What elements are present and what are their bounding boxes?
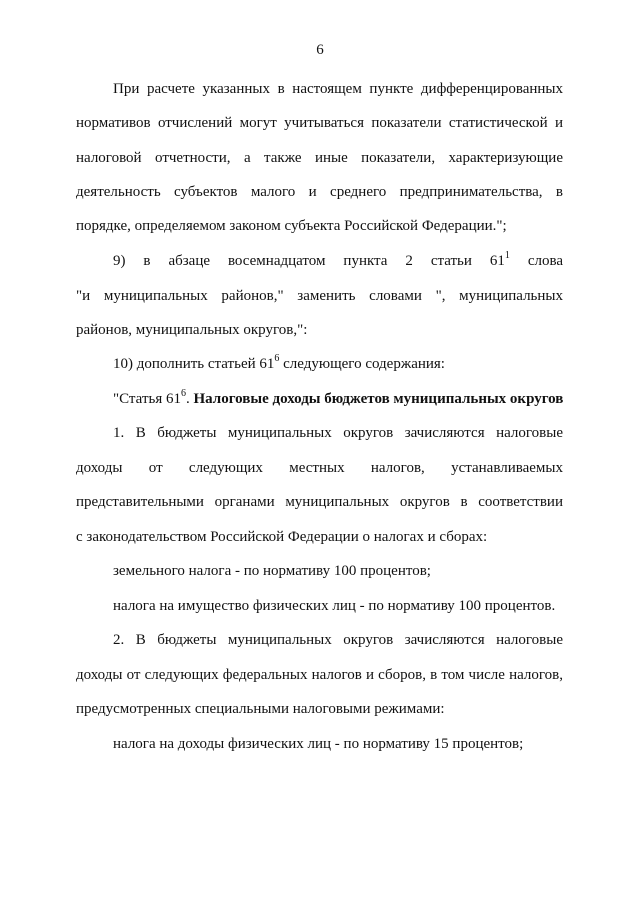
paragraph-line: 2. В бюджеты муниципальных округов зачисляются налоговые	[113, 632, 563, 648]
article-superscript: 6	[274, 353, 280, 364]
article-superscript: 1	[504, 250, 510, 261]
item-10-text-end: следующего содержания:	[279, 356, 445, 372]
paragraph-line: предусмотренных специальными налоговыми режимами:	[76, 701, 445, 717]
amendment-item-10-line	[113, 355, 563, 373]
paragraph-line: деятельность субъектов малого и среднего предпринимательства, в	[76, 184, 563, 200]
paragraph-line: с законодательством Российской Федерации о налогах и сборах:	[76, 529, 488, 545]
item-9-text: 9) в абзаце восемнадцатом пункта 2 статьи 61	[113, 253, 505, 269]
article-superscript: 6	[180, 388, 186, 399]
amendment-item-9-line	[113, 252, 563, 270]
paragraph-line: 1. В бюджеты муниципальных округов зачисляются налоговые	[113, 425, 563, 441]
list-item: налога на доходы физических лиц - по нормативу 15 процентов;	[113, 736, 524, 752]
item-10-text: 10) дополнить статьей 61	[113, 356, 275, 372]
paragraph-line: доходы от следующих местных налогов, устанавливаемых	[76, 460, 563, 476]
paragraph-line: налоговой отчетности, а также иные показатели, характеризующие	[76, 150, 563, 166]
article-label: "Статья 61	[113, 391, 181, 407]
page-number: 6	[316, 42, 324, 58]
paragraph-line: доходы от следующих федеральных налогов и сборов, в том числе налогов,	[76, 667, 563, 683]
paragraph-line: "и муниципальных районов," заменить словами ", муниципальных	[76, 288, 563, 304]
article-heading	[113, 390, 563, 408]
article-title: Налоговые доходы бюджетов муниципальных округов	[193, 391, 564, 407]
paragraph-line: порядке, определяемом законом субъекта Российской Федерации.";	[76, 218, 507, 234]
article-label-dot: .	[185, 391, 194, 407]
paragraph-line: представительными органами муниципальных округов в соответствии	[76, 494, 563, 510]
paragraph-line: При расчете указанных в настоящем пункте дифференцированных	[113, 81, 563, 97]
paragraph-line: районов, муниципальных округов,":	[76, 322, 308, 338]
item-9-text-end: слова	[509, 253, 563, 269]
paragraph-line: нормативов отчислений могут учитываться показатели статистической и	[76, 115, 563, 131]
list-item: налога на имущество физических лиц - по нормативу 100 процентов.	[113, 598, 556, 614]
list-item: земельного налога - по нормативу 100 процентов;	[113, 563, 431, 579]
